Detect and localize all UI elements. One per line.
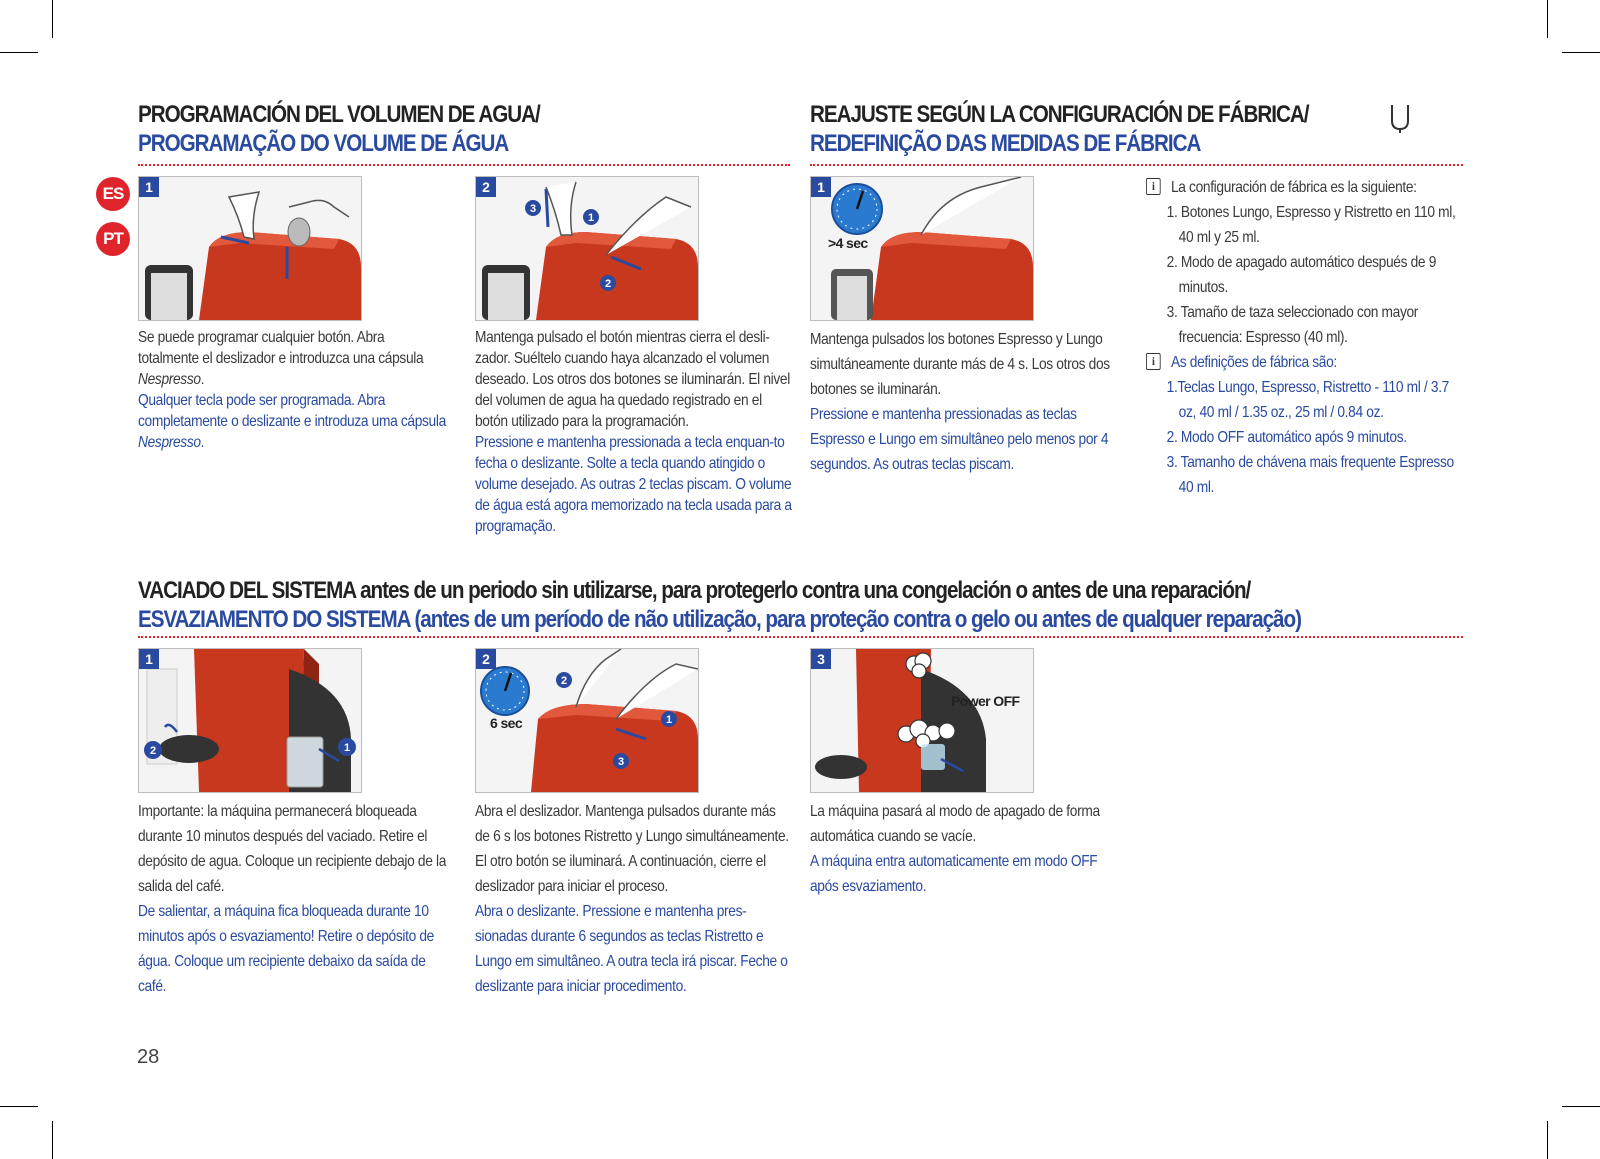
programming-step1-illustration: [138, 176, 362, 321]
section-divider: [138, 164, 790, 166]
reset-title-es: REAJUSTE SEGÚN LA CONFIGURACIÓN DE FÁBRICA/: [810, 101, 1309, 128]
emptying-step1-text: [138, 799, 456, 999]
svg-text:2: 2: [604, 278, 612, 290]
emptying-step2-illustration: [475, 648, 699, 793]
emptying-title: [138, 576, 1301, 634]
page-number: 28: [137, 1046, 160, 1068]
text-part: Se puede programar cualquier botón. Abra totalmente el deslizador e introduzca una cápsula: [138, 329, 424, 367]
text-pt: Pressione e mantenha pressionada a tecla enquan-to fecha o deslizante. Solte a tecla quando atingido o volume desejado. As outras 2 teclas piscam. O volume de água está agora memorizado na tecla usada para a programação.: [475, 434, 792, 535]
info-icon: i: [1146, 178, 1161, 195]
reset-title: [810, 100, 1308, 158]
text-es: La máquina pasará al modo de apagado de forma automática cuando se vacíe.: [810, 803, 1100, 845]
info-pt-item: 2. Modo OFF automático após 9 minutos.: [1166, 429, 1407, 446]
crop-mark: [0, 1106, 38, 1107]
step-number: 3: [811, 649, 831, 669]
info-pt-heading: As definições de fábrica são:: [1170, 354, 1337, 371]
info-pt-heading-line: [1146, 350, 1464, 375]
factory-settings-info: [1146, 175, 1464, 500]
svg-text:1: 1: [587, 212, 595, 224]
info-icon: i: [1146, 353, 1161, 370]
info-es-heading-line: [1146, 175, 1464, 200]
step-number: 1: [139, 177, 159, 197]
reset-step1-text: [810, 327, 1128, 477]
step-number: 2: [476, 177, 496, 197]
crop-mark: [52, 1121, 53, 1159]
crop-mark: [1547, 0, 1548, 38]
step-number: 1: [139, 649, 159, 669]
svg-text:1: 1: [665, 714, 673, 726]
section-divider: [138, 636, 1463, 638]
programming-title: [138, 100, 540, 158]
text-pt: A máquina entra automaticamente em modo OFF após esvaziamento.: [810, 853, 1098, 895]
crop-mark: [1562, 1106, 1600, 1107]
svg-text:2: 2: [560, 675, 568, 687]
emptying-title-pt: ESVAZIAMENTO DO SISTEMA (antes de um período de não utilização, para proteção contra o gelo ou antes de qualquer reparação): [138, 606, 1301, 633]
timer-label: 6 sec: [490, 715, 523, 731]
power-plug-icon: [1389, 103, 1411, 133]
info-es-heading: La configuración de fábrica es la siguiente:: [1170, 179, 1417, 196]
emptying-step3-text: [810, 799, 1128, 899]
text-part: .: [200, 434, 205, 451]
text-es: [138, 327, 448, 390]
step-number: 2: [476, 649, 496, 669]
text-part: Qualquer tecla pode ser programada. Abra completamente o deslizante e introduza uma cápsula: [138, 392, 446, 430]
info-es-item: 2. Modo de apagado automático después de 9 minutos.: [1166, 254, 1437, 296]
language-badge-es: ES: [96, 177, 130, 211]
programming-title-es: PROGRAMACIÓN DEL VOLUMEN DE AGUA/: [138, 101, 540, 128]
programming-step2-illustration: [475, 176, 699, 321]
svg-text:2: 2: [149, 745, 157, 757]
text-pt: Pressione e mantenha pressionadas as teclas Espresso e Lungo em simultâneo pelo menos por 4 segundos. As outras teclas piscam.: [810, 406, 1109, 473]
crop-mark: [1562, 52, 1600, 53]
info-pt-item: 1.Teclas Lungo, Espresso, Ristretto - 110 ml / 3.7 oz, 40 ml / 1.35 oz., 25 ml / 0.84 oz.: [1166, 379, 1450, 421]
brand-name: Nespresso: [138, 371, 201, 388]
text-es: Mantenga pulsados los botones Espresso y Lungo simultáneamente durante más de 4 s. Los otros dos botones se iluminarán.: [810, 331, 1110, 398]
svg-text:3: 3: [529, 203, 537, 215]
language-badge-pt: PT: [96, 222, 130, 256]
text-es: Mantenga pulsado el botón mientras cierra el desli-zador. Suéltelo cuando haya alcanzado el volumen deseado. Los otros dos botones se iluminarán. El nivel del volumen de agua ha quedado registrado en el botón utilizado para la programación.: [475, 329, 790, 430]
info-es-item: 1. Botones Lungo, Espresso y Ristretto en 110 ml, 40 ml y 25 ml.: [1166, 204, 1456, 246]
text-pt: [138, 390, 448, 453]
emptying-step3-illustration: [810, 648, 1034, 793]
section-divider: [810, 164, 1463, 166]
info-pt-item: 3. Tamanho de chávena mais frequente Espresso 40 ml.: [1166, 454, 1454, 496]
text-part: .: [200, 371, 205, 388]
step-number: 1: [811, 177, 831, 197]
svg-text:3: 3: [617, 756, 625, 768]
programming-title-pt: PROGRAMAÇÃO DO VOLUME DE ÁGUA: [138, 130, 509, 157]
crop-mark: [0, 52, 38, 53]
programming-step2-text: [475, 327, 793, 537]
programming-step1-text: [138, 327, 448, 453]
emptying-step2-text: [475, 799, 793, 999]
reset-title-pt: REDEFINIÇÃO DAS MEDIDAS DE FÁBRICA: [810, 130, 1201, 157]
emptying-title-es: VACIADO DEL SISTEMA antes de un periodo sin utilizarse, para protegerlo contra una congelación o antes de una reparación/: [138, 577, 1251, 604]
svg-text:1: 1: [343, 742, 351, 754]
emptying-step1-illustration: [138, 648, 362, 793]
info-es-item: 3. Tamaño de taza seleccionado con mayor frecuencia: Espresso (40 ml).: [1166, 304, 1419, 346]
text-pt: De salientar, a máquina fica bloqueada durante 10 minutos após o esvaziamento! Retire o depósito de água. Coloque um recipiente debaixo da saída de café.: [138, 903, 434, 995]
text-es: Importante: la máquina permanecerá bloqueada durante 10 minutos después del vaciado. Retire el depósito de agua. Coloque un recipiente debajo de la salida del café.: [138, 803, 447, 895]
timer-label: >4 sec: [828, 235, 868, 251]
text-es: Abra el deslizador. Mantenga pulsados durante más de 6 s los botones Ristretto y Lungo simultáneamente. El otro botón se iluminará. A continuación, cierre el deslizador para iniciar el proceso.: [475, 803, 789, 895]
power-off-label: Power OFF: [951, 693, 1020, 709]
reset-step1-illustration: [810, 176, 1034, 321]
text-pt: Abra o deslizante. Pressione e mantenha pres-sionadas durante 6 segundos as teclas Ristretto e Lungo em simultâneo. A outra tecla irá piscar. Feche o deslizante para iniciar procedimento.: [475, 903, 788, 995]
crop-mark: [1547, 1121, 1548, 1159]
brand-name: Nespresso: [138, 434, 201, 451]
crop-mark: [52, 0, 53, 38]
